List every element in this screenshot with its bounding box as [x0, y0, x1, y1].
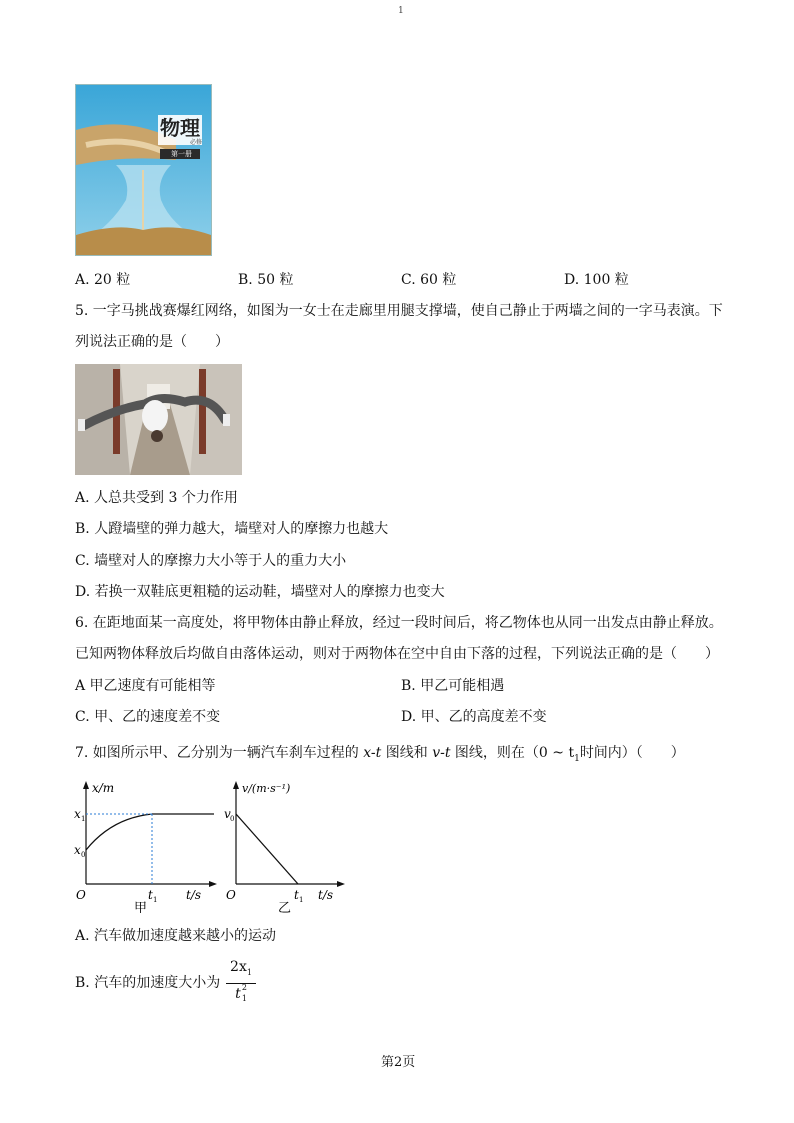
vt-t1-label: t — [294, 888, 299, 902]
cover-subtitle: 必修 — [190, 139, 203, 146]
q6-option-a: A 甲乙速度有可能相等 — [75, 678, 216, 694]
vt-y-label: v/(m·s⁻¹) — [242, 782, 291, 795]
header-page-mark: 1 — [398, 6, 404, 16]
fraction-denominator: t 2 1 — [235, 982, 247, 1003]
q5-option-b: B. 人蹬墙壁的弹力越大，墙壁对人的摩擦力也越大 — [75, 521, 389, 537]
xt-x0-sub: 0 — [81, 851, 86, 859]
xt-curve — [86, 814, 214, 850]
vt-v0-label: v — [224, 807, 231, 821]
q6-option-d: D. 甲、乙的高度差不变 — [401, 709, 547, 725]
q7-xt: x-t — [363, 745, 382, 761]
q7-option-a: A. 汽车做加速度越来越小的运动 — [75, 928, 277, 944]
xt-t1-label: t — [148, 888, 153, 902]
q4-option-c: C. 60 粒 — [401, 272, 457, 288]
q7-range: 0 ~ t — [538, 745, 575, 761]
q7-option-b-text: B. 汽车的加速度大小为 — [75, 975, 221, 991]
q7-stem-mid2: 图线，则在（ — [450, 745, 539, 761]
xt-y-label: x/m — [92, 781, 115, 795]
xt-x-label: t/s — [186, 888, 202, 902]
q4-option-a: A. 20 粒 — [75, 272, 131, 288]
xt-x-arrow — [209, 881, 217, 887]
cover-volume: 第一册 — [171, 150, 192, 158]
xt-origin: O — [76, 888, 86, 902]
xt-x0-label: x — [74, 843, 81, 857]
q6-option-b: B. 甲乙可能相遇 — [401, 678, 505, 694]
q7-option-b-fraction — [226, 958, 256, 1003]
q6-stem-line1: 6. 在距地面某一高度处，将甲物体由静止释放，经过一段时间后，将乙物体也从同一出发点由静止释放。 — [75, 615, 723, 631]
vt-x-label: t/s — [318, 888, 334, 902]
q5-stem-line2: 列说法正确的是（ ） — [75, 334, 229, 350]
q4-option-d: D. 100 粒 — [564, 272, 629, 288]
q6-option-c: C. 甲、乙的速度差不变 — [75, 709, 221, 725]
xt-x1-sub: 1 — [81, 815, 86, 823]
vt-x-arrow — [337, 881, 345, 887]
vt-graph — [222, 778, 352, 913]
corridor-splits-photo — [75, 364, 242, 475]
vt-t1-sub: 1 — [299, 896, 304, 904]
vt-y-arrow — [233, 781, 239, 789]
vt-caption: 乙 — [278, 901, 292, 913]
q7-stem — [75, 743, 685, 769]
xt-y-arrow — [83, 781, 89, 789]
vt-v0-sub: 0 — [230, 815, 235, 823]
q5-stem-line1: 5. 一字马挑战赛爆红网络，如图为一女士在走廊里用腿支撑墙，使自己静止于两墙之间的一字马表演。下 — [75, 303, 723, 319]
q7-range-sub: 1 — [574, 753, 580, 764]
q7-vt: v-t — [432, 745, 451, 761]
vt-origin: O — [226, 888, 236, 902]
fraction-numerator: $2x_1$ — [226, 958, 256, 984]
q5-option-d: D. 若换一双鞋底更粗糙的运动鞋，墙壁对人的摩擦力也变大 — [75, 584, 445, 600]
q6-stem-line2: 已知两物体释放后均做自由落体运动，则对于两物体在空中自由下落的过程，下列说法正确的是（ ） — [75, 646, 719, 662]
page-footer: 第2页 — [381, 1055, 416, 1070]
vt-line — [236, 814, 298, 884]
xt-graph — [72, 778, 222, 913]
xt-caption: 甲 — [134, 901, 148, 913]
q5-option-c: C. 墙壁对人的摩擦力大小等于人的重力大小 — [75, 553, 347, 569]
q7-stem-prefix: 7. 如图所示甲、乙分别为一辆汽车刹车过程的 — [75, 745, 364, 761]
q4-option-b: B. 50 粒 — [238, 272, 294, 288]
xt-t1-sub: 1 — [153, 896, 158, 904]
q7-stem-mid1: 图线和 — [381, 745, 433, 761]
cover-title: 物理 — [160, 116, 200, 140]
q5-option-a: A. 人总共受到 3 个力作用 — [75, 490, 238, 506]
xt-x1-label: x — [74, 807, 81, 821]
q7-stem-mid3: 时间内）（ ） — [579, 745, 685, 761]
textbook-cover-image — [75, 84, 212, 256]
